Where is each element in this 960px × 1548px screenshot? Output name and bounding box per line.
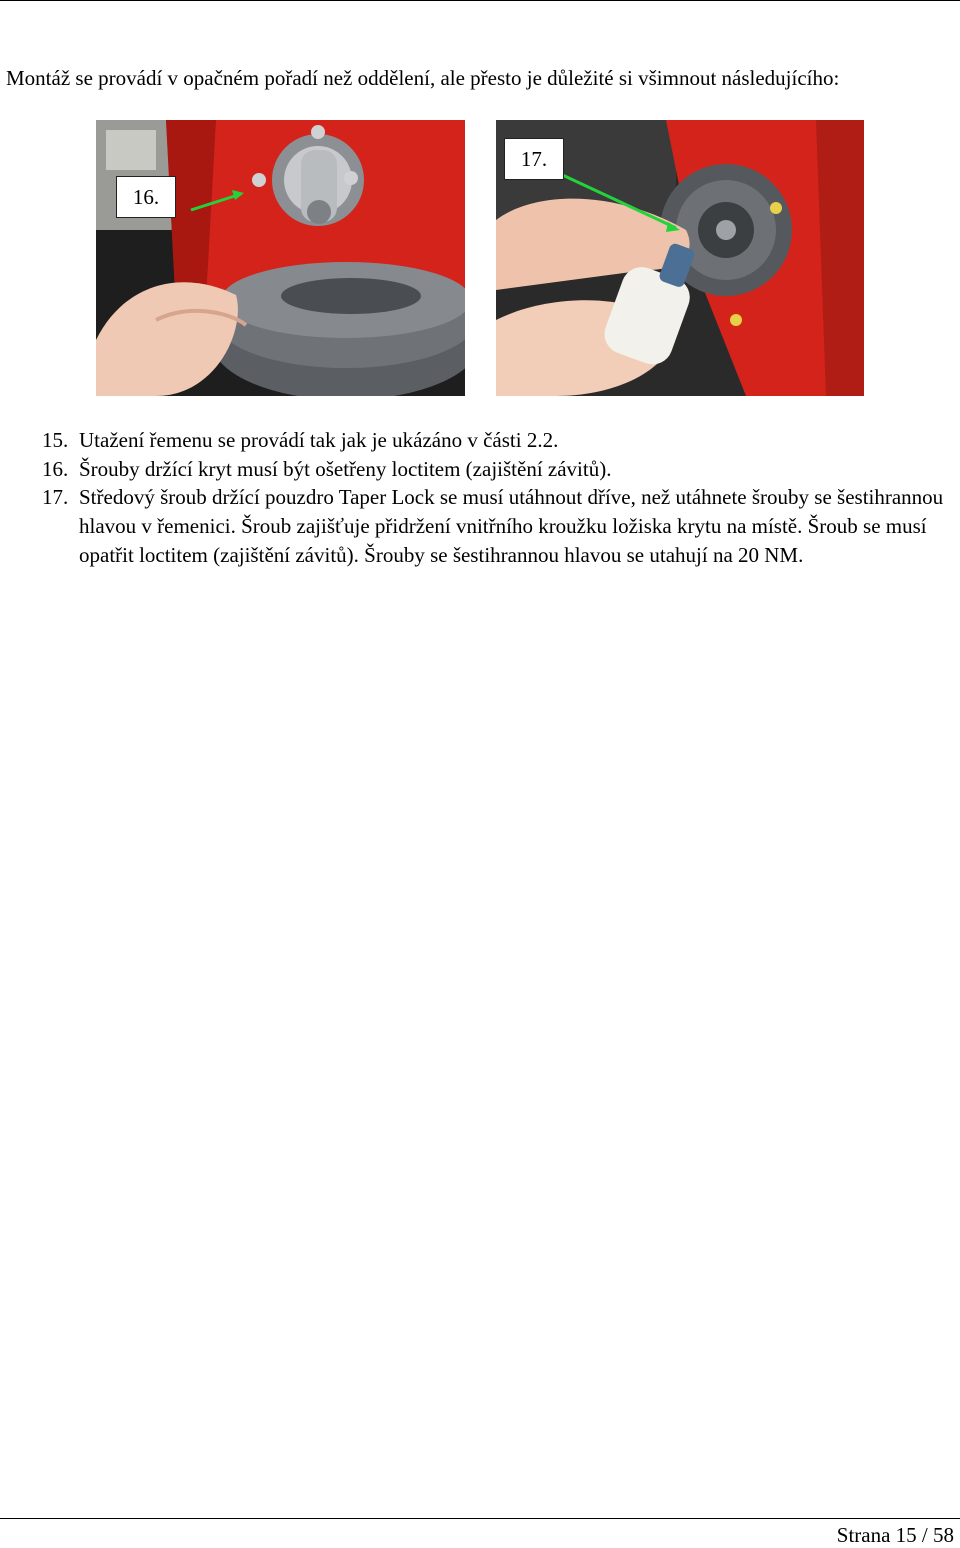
photo-pulley-shaft-image [96,120,465,396]
footer-rule [0,1518,960,1519]
intro-paragraph: Montáž se provádí v opačném pořadí než oddělení, ale přesto je důležité si všimnout následujícího: [6,66,840,90]
top-rule [0,0,960,1]
list-item [42,483,952,569]
list-item [42,455,952,484]
step-text: Šrouby držící kryt musí být ošetřeny loctitem (zajištění závitů). [79,456,612,481]
photo-taper-lock [496,120,864,396]
step-text: Utažení řemenu se provádí tak jak je ukázáno v části 2.2. [79,428,559,452]
callout-label-16: 16. [116,176,176,218]
photo-pulley-shaft [96,120,465,396]
step-number: 17. [42,485,69,510]
list-item [42,426,952,455]
steps-list [42,426,952,570]
callout-label-17: 17. [504,138,564,180]
step-number: 15. [42,428,69,452]
step-text: Středový šroub držící pouzdro Taper Lock se musí utáhnout dříve, než utáhnete šrouby se šestihrannou hlavou v řemenici. Šroub zajišťuje přidržení vnitřního kroužku ložiska krytu na místě. Šroub se musí opatřit loctitem (zajištění závitů). Šrouby se šestihrannou hlavou se utahují na 20 NM. [79,485,944,567]
page-number: Strana 15 / 58 [836,1523,954,1547]
step-number: 16. [42,456,69,481]
